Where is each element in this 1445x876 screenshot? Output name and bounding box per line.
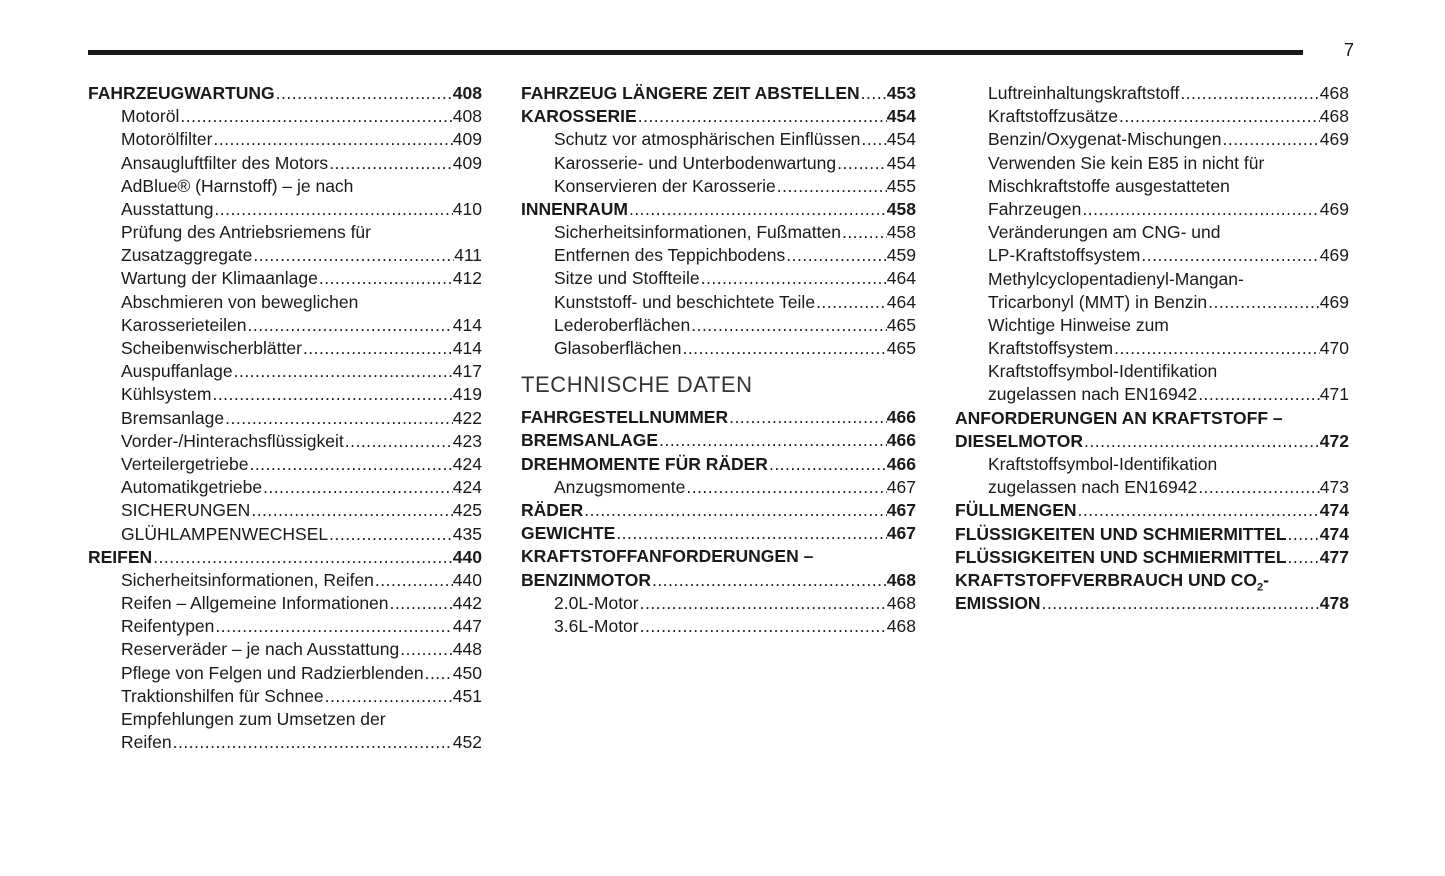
toc-entry[interactable]: Benzin/Oxygenat-Mischungen ..... 469 [955,128,1349,151]
toc-entry[interactable]: DIESELMOTOR ..... 472 [955,430,1349,453]
toc-entry[interactable]: Karosserie- und Unterbodenwartung ..... 454 [521,152,916,175]
toc-entry[interactable]: BREMSANLAGE ..... 466 [521,429,916,452]
toc-entry-text[interactable]: Kraftstoffsymbol-Identifikation [988,361,1218,382]
toc-entry[interactable]: Entfernen des Teppichbodens ..... 459 [521,244,916,267]
toc-entry[interactable]: Kunststoff- und beschichtete Teile ..... 464 [521,291,916,314]
toc-entry-text[interactable]: Verwenden Sie kein E85 in nicht für [988,152,1265,173]
toc-entry-text[interactable] [955,569,1349,592]
toc-entry[interactable]: Wartung der Klimaanlage ..... 412 [88,268,482,291]
toc-column-1 [88,82,482,754]
toc-entry[interactable]: Scheibenwischerblätter ..... 414 [88,337,482,360]
toc-entry-text[interactable]: Abschmieren von beweglichen [121,291,359,312]
toc-entry[interactable]: Fahrzeugen ..... 469 [955,198,1349,221]
toc-entry[interactable]: DREHMOMENTE FÜR RÄDER ..... 466 [521,453,916,476]
toc-entry[interactable]: FAHRZEUG LÄNGERE ZEIT ABSTELLEN ..... 453 [521,82,916,105]
toc-entry[interactable]: FÜLLMENGEN ..... 474 [955,499,1349,522]
toc-entry[interactable]: SICHERUNGEN ..... 425 [88,499,482,522]
toc-entry[interactable]: Ausstattung ..... 410 [88,198,482,221]
toc-entry[interactable]: Pflege von Felgen und Radzierblenden ..... 450 [88,662,482,685]
toc-entry-text[interactable]: Methylcyclopentadienyl-Mangan- [988,268,1244,289]
toc-entry-text[interactable]: Wichtige Hinweise zum [988,314,1169,335]
toc-entry[interactable]: GLÜHLAMPENWECHSEL ..... 435 [88,523,482,546]
toc-entry[interactable]: Sicherheitsinformationen, Reifen ..... 440 [88,569,482,592]
toc-entry-text[interactable]: Veränderungen am CNG- und [988,222,1221,243]
toc-entry-text[interactable]: AdBlue® (Harnstoff) – je nach [121,175,354,196]
toc-entry[interactable]: LP-Kraftstoffsystem ..... 469 [955,244,1349,267]
toc-entry[interactable]: Kühlsystem ..... 419 [88,383,482,406]
co2-label: KRAFTSTOFFVERBRAUCH UND CO [955,569,1258,590]
toc-entry[interactable]: 3.6L-Motor ..... 468 [521,615,916,638]
toc-entry[interactable]: Kraftstoffzusätze ..... 468 [955,105,1349,128]
toc-entry[interactable]: REIFEN ..... 440 [88,546,482,569]
toc-entry[interactable]: GEWICHTE ..... 467 [521,522,916,545]
co2-subscript: 2 [1257,581,1264,594]
toc-entry[interactable]: Kraftstoffsystem ..... 470 [955,337,1349,360]
toc-entry[interactable]: BENZINMOTOR ..... 468 [521,569,916,592]
toc-entry[interactable]: FLÜSSIGKEITEN UND SCHMIERMITTEL ..... 477 [955,546,1349,569]
toc-entry[interactable]: Auspuffanlage ..... 417 [88,360,482,383]
toc-entry[interactable]: FLÜSSIGKEITEN UND SCHMIERMITTEL ..... 474 [955,523,1349,546]
toc-entry[interactable]: Lederoberflächen ..... 465 [521,314,916,337]
toc-entry[interactable]: Traktionshilfen für Schnee ..... 451 [88,685,482,708]
toc-entry[interactable]: Anzugsmomente ..... 467 [521,476,916,499]
toc-entry[interactable]: FAHRGESTELLNUMMER ..... 466 [521,406,916,429]
toc-entry[interactable]: zugelassen nach EN16942 ..... 471 [955,383,1349,406]
toc-entry[interactable]: Konservieren der Karosserie ..... 455 [521,175,916,198]
toc-entry[interactable]: Schutz vor atmosphärischen Einflüssen ..... 454 [521,128,916,151]
page-number: 7 [1344,40,1355,60]
toc-entry-text[interactable]: Empfehlungen zum Umsetzen der [121,709,386,730]
toc-entry[interactable]: FAHRZEUGWARTUNG ..... 408 [88,82,482,105]
toc-column-2 [521,82,916,638]
toc-entry[interactable]: KAROSSERIE ..... 454 [521,105,916,128]
toc-entry[interactable]: Zusatzaggregate ..... 411 [88,244,482,267]
toc-entry[interactable]: Reifentypen ..... 447 [88,615,482,638]
toc-entry-text[interactable]: Kraftstoffsymbol-Identifikation [988,454,1218,474]
toc-entry[interactable]: Glasoberflächen ..... 465 [521,337,916,360]
toc-entry-text[interactable]: Mischkraftstoffe ausgestatteten [988,175,1230,196]
toc-entry[interactable]: Verteilergetriebe ..... 424 [88,453,482,476]
toc-entry[interactable]: Tricarbonyl (MMT) in Benzin ..... 469 [955,291,1349,314]
toc-entry[interactable]: Reifen ..... 452 [88,731,482,754]
co2-dash: - [1263,569,1269,590]
toc-entry[interactable]: Bremsanlage ..... 422 [88,407,482,430]
toc-entry[interactable]: Luftreinhaltungskraftstoff ..... 468 [955,82,1349,105]
toc-entry-text[interactable]: KRAFTSTOFFANFORDERUNGEN – [521,546,814,567]
toc-entry[interactable]: Ansaugluftfilter des Motors ..... 409 [88,152,482,175]
toc-entry[interactable]: Sitze und Stoffteile ..... 464 [521,268,916,291]
toc-column-3 [955,82,1349,615]
toc-entry-text[interactable]: Prüfung des Antriebsriemens für [121,222,371,243]
toc-entry[interactable]: Reserveräder – je nach Ausstattung ..... 448 [88,639,482,662]
section-title: TECHNISCHE DATEN [521,372,753,398]
toc-entry[interactable]: Motorölfilter ..... 409 [88,128,482,151]
toc-entry[interactable]: EMISSION ..... 478 [955,592,1349,615]
toc-entry[interactable]: INNENRAUM ..... 458 [521,198,916,221]
toc-entry[interactable]: Sicherheitsinformationen, Fußmatten ..... 458 [521,221,916,244]
toc-entry[interactable]: zugelassen nach EN16942 ..... 473 [955,476,1349,499]
toc-entry[interactable]: Karosserieteilen ..... 414 [88,314,482,337]
toc-entry-text[interactable]: ANFORDERUNGEN AN KRAFTSTOFF – [955,407,1283,428]
toc-entry[interactable]: Automatikgetriebe ..... 424 [88,476,482,499]
toc-entry[interactable]: 2.0L-Motor ..... 468 [521,592,916,615]
toc-entry[interactable]: Vorder-/Hinterachsflüssigkeit ..... 423 [88,430,482,453]
toc-entry[interactable]: Motoröl ..... 408 [88,105,482,128]
toc-entry[interactable]: RÄDER ..... 467 [521,499,916,522]
toc-entry[interactable]: Reifen – Allgemeine Informationen ..... 442 [88,592,482,615]
header-rule [88,50,1303,55]
